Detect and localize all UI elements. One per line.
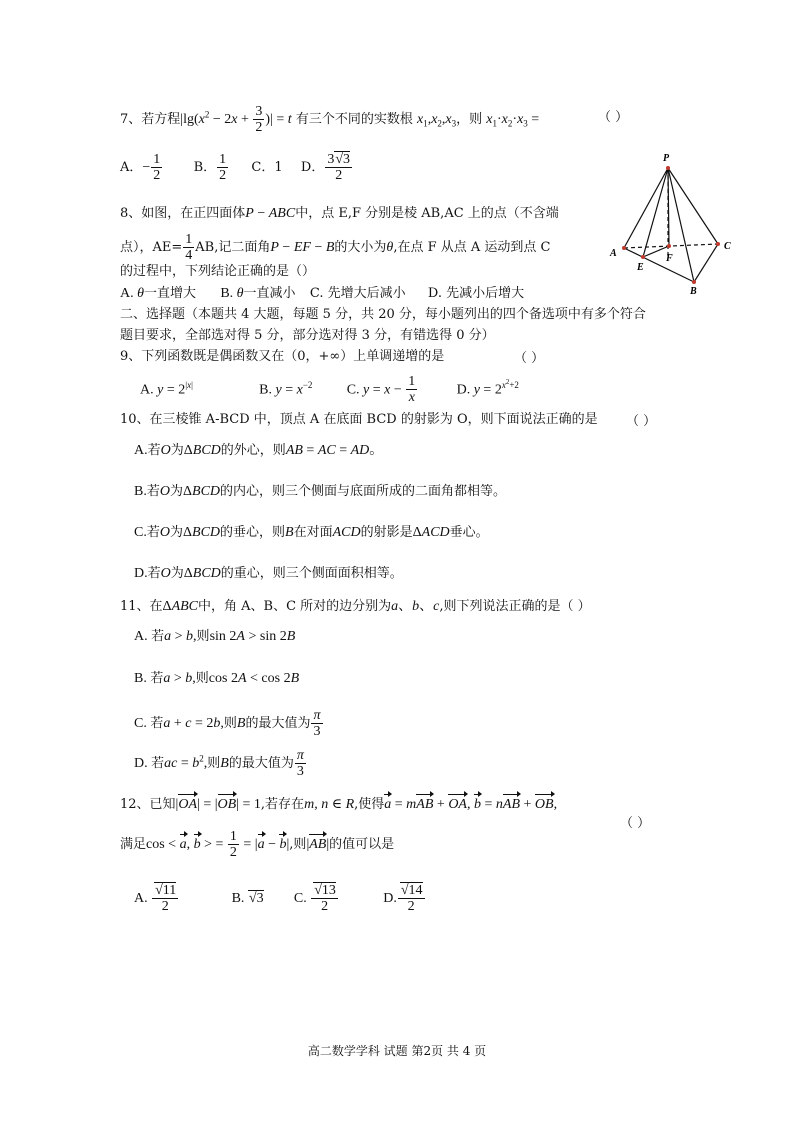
tetrahedron-figure (606, 148, 746, 296)
q11-option-a: A. 若a > b,则sin 2A > sin 2B (134, 629, 296, 644)
q11-option-c: C. 若a + c = 2b,则B的最大值为 $\frac{\pi}{3}$ (134, 708, 321, 739)
q7-stem: 7、若方程$|\lg(x^2 - 2x$ + $\frac{3}{2}$ )| = t 有三个不同的实数根 $x_1,x_2,x_3$，则 $x_1\cdot x_2\cdot x_3$ = (120, 104, 540, 135)
label-c: C (724, 241, 731, 252)
q9-options: A. $y = 2^{|x|}$ B. $y = x^{-2}$ C. y = x − $\frac{1}{x}$ D. $y = 2^{x^2+2}$ (140, 374, 519, 406)
point-c (716, 242, 720, 246)
point-b (692, 280, 696, 284)
q10-option-c: C.若O为ΔBCD的垂心，则B在对面ACD的射影是ΔACD垂心。 (134, 525, 489, 540)
edge-pc (668, 168, 718, 244)
q12-options: A. $\frac{√11}{2}$ B. √3 C. $\frac{√13}{2}$ D. $\frac{√14}{2}$ (134, 883, 423, 914)
point-e (641, 255, 645, 259)
section2-line1: 二、选择题（本题共 4 大题，每题 5 分，共 20 分，每小题列出的四个备选项中有多个符合 (120, 307, 646, 322)
q7-answer-blank: （ ） (598, 110, 629, 125)
q10-option-b: B.若O为ΔBCD的内心，则三个侧面与底面所成的二面角都相等。 (134, 484, 507, 499)
section2-line2: 题目要求，全部选对得 5 分，部分选对得 3 分，有错选得 0 分） (120, 328, 495, 343)
q11-stem: 11、在ΔABC中，角 A、B、C 所对的边分别为a、b、c,则下列说法正确的是（ ） (120, 599, 591, 614)
label-p: P (663, 153, 670, 164)
q8-line1: 8、如图，在正四面体P − ABC中，点 E,F 分别是棱 AB,AC 上的点（不含端 (120, 206, 559, 221)
q10-answer-blank: （ ） (626, 414, 657, 429)
q12-answer-blank: （ ） (620, 816, 651, 831)
edge-pa (624, 168, 668, 248)
segment-pe (643, 168, 668, 257)
point-a (622, 246, 626, 250)
q12-line2: 满足cos < a, b > = $\frac{1}{2}$ = |a − b|,则|AB|的值可以是 (120, 829, 395, 860)
q12-line1: 12、已知|OA| = |OB| = 1,若存在m, n ∈ R,使得a = mAB + OA, b = nAB + OB, (120, 795, 557, 815)
q7-options: A．− $\frac{1}{2}$ B． $\frac{1}{2}$ C．1 D． $\frac{3√3}{2}$ (120, 152, 351, 183)
q11-option-d: D. 若ac = $b^2$,则B的最大值为 $\frac{\pi}{3}$ (134, 748, 304, 779)
edge-ab (624, 248, 694, 282)
q8-line3: 的过程中，下列结论正确的是（） (120, 264, 316, 279)
q8-line2: 点），AE= $\frac{1}{4}$ AB,记二面角P − EF − B的大小为θ,在点 F 从点 A 运动到点 C (120, 232, 551, 263)
label-f: F (666, 253, 673, 264)
point-p (666, 166, 670, 170)
q10-stem: 10、在三棱锥 A-BCD 中，顶点 A 在底面 BCD 的射影为 O，则下面说法正确的是 (120, 412, 598, 427)
label-e: E (637, 262, 644, 273)
q9-stem: 9、下列函数既是偶函数又在（0，+∞）上单调递增的是 (120, 349, 445, 364)
q8-options: A. θ一直增大 B. θ一直减小 C. 先增大后减小 D. 先减小后增大 (120, 286, 525, 301)
point-f (667, 244, 671, 248)
q10-option-a: A.若O为ΔBCD的外心，则AB = AC = AD。 (134, 443, 384, 458)
edge-pb (668, 168, 694, 282)
q11-option-b: B. 若a > b,则cos 2A < cos 2B (134, 671, 300, 686)
page-footer: 高二数学学科 试题 第2页 共 4 页 (307, 1044, 487, 1058)
label-a: A (610, 248, 617, 259)
q9-answer-blank: （ ） (514, 351, 545, 366)
q10-option-d: D.若O为ΔBCD的重心，则三个侧面面积相等。 (134, 566, 403, 581)
edge-bc (694, 244, 718, 282)
label-b: B (690, 286, 697, 296)
